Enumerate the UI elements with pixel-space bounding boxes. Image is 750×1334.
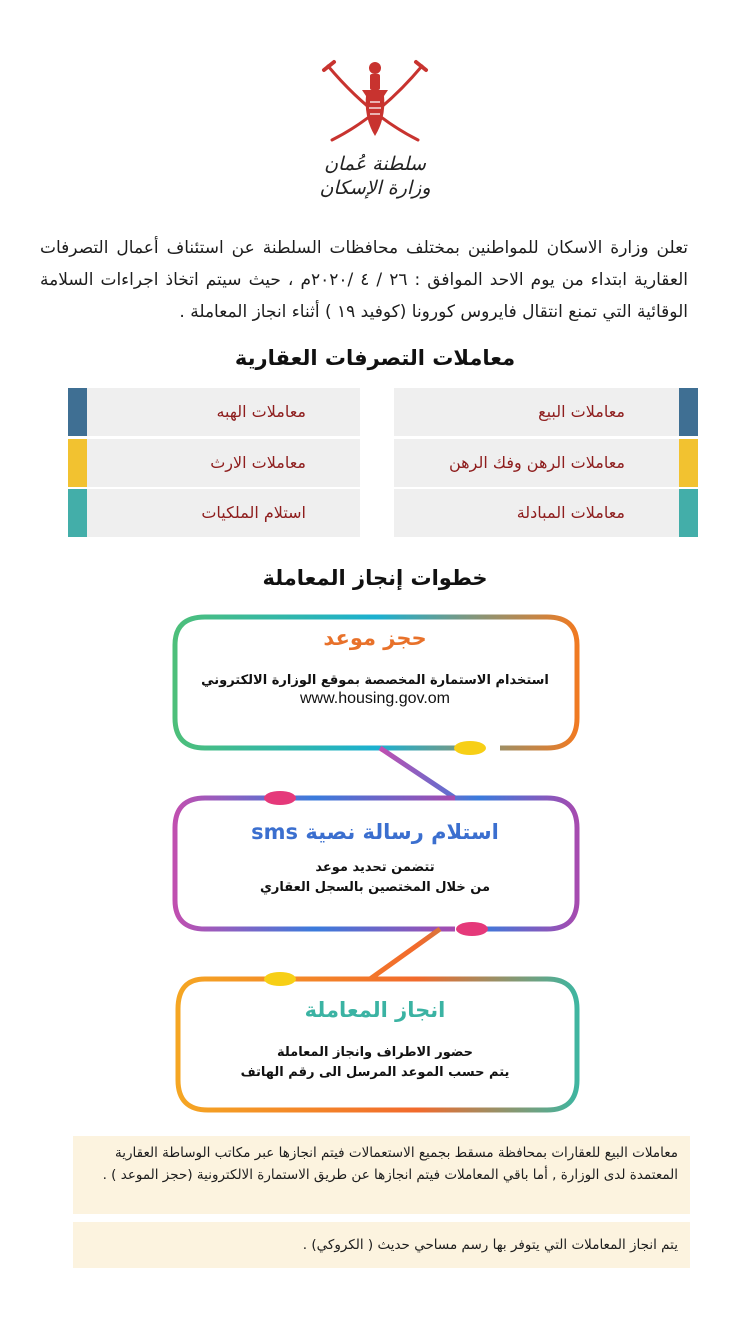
step3-title: انجاز المعاملة [304, 998, 446, 1022]
transaction-gift: معاملات الهبه [68, 388, 360, 436]
step1-dot [454, 741, 486, 755]
step3-line2: يتم حسب الموعد المرسل الى رقم الهاتف [240, 1065, 510, 1080]
note-survey-drawing: يتم انجاز المعاملات التي يتوفر بها رسم مساحي حديث ( الكروكي) . [73, 1222, 690, 1268]
calligraphy-ministry: وزارة الإسكان [319, 177, 431, 199]
step3-line1: حضور الاطراف وانجاز المعاملة [276, 1045, 474, 1060]
step1-description: استخدام الاستمارة المخصصة بموقع الوزارة الالكتروني [201, 673, 549, 688]
step2-dot-top [264, 791, 296, 805]
step2-line1: تتضمن تحديد موعد [315, 860, 435, 875]
step2-title: استلام رسالة نصية sms [251, 820, 499, 844]
step1-title: حجز موعد [323, 626, 427, 650]
steps-title: خطوات إنجاز المعاملة [262, 566, 488, 590]
transaction-mortgage: معاملات الرهن وفك الرهن [394, 439, 679, 487]
announcement-text: تعلن وزارة الاسكان للمواطنين بمختلف محافظات السلطنة عن استئناف أعمال التصرفات العقارية ابتداء من يوم الاحد الموافق : ٢٦ / ٤ /٢٠٢٠م ، حيث سيتم اتخاذ اجراءات السلامة الوقائية التي تمنع انتقال فايروس كورونا (كوفيد ١٩ ) أثناء انجاز المعاملة . [40, 238, 688, 322]
step3-dot [264, 972, 296, 986]
calligraphy-sultanate: سلطنة عُمان [324, 153, 426, 175]
transactions-title: معاملات التصرفات العقارية [234, 346, 516, 370]
transaction-ownership: استلام الملكيات [68, 489, 360, 537]
step2-line2: من خلال المختصين بالسجل العقاري [259, 880, 491, 895]
transaction-exchange: معاملات المبادلة [394, 489, 679, 537]
ministry-website-link[interactable]: www.housing.gov.om [300, 690, 450, 707]
transaction-inheritance: معاملات الارث [68, 439, 360, 487]
note-sale-transactions: معاملات البيع للعقارات بمحافظة مسقط بجميع الاستعمالات فيتم انجازها عبر مكاتب الوساطة العقارية المعتمدة لدى الوزارة , أما باقي المعاملات فيتم انجازها عن طريق الاستمارة الالكترونية (حجز الموعد ) . [73, 1136, 690, 1214]
step2-dot-bottom [456, 922, 488, 936]
transaction-sale: معاملات البيع [394, 388, 679, 436]
